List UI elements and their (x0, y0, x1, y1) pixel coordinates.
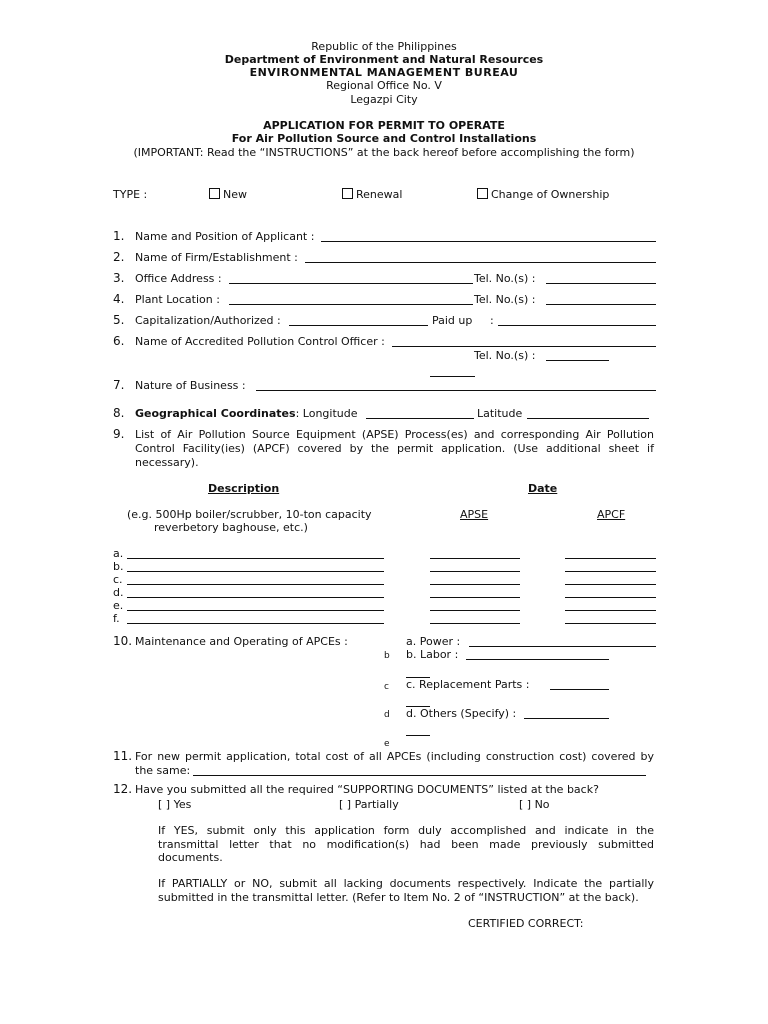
equipment-row-e-apse[interactable] (430, 610, 520, 611)
item-2-label: Name of Firm/Establishment : (135, 251, 298, 264)
office-tel-label: Tel. No.(s) : (474, 272, 536, 285)
geo-coordinates-label: Geographical Coordinates (135, 407, 296, 420)
capitalization-authorized-field[interactable] (289, 325, 428, 326)
equipment-row-b-apse[interactable] (430, 571, 520, 572)
item-7-label: Nature of Business : (135, 379, 246, 392)
item-12-number: 12. (113, 782, 133, 796)
item-6-number: 6. (113, 334, 125, 348)
new-checkbox[interactable] (209, 188, 220, 199)
equipment-row-c-label: c. (113, 573, 123, 586)
paid-up-field[interactable] (498, 325, 656, 326)
office-address-field[interactable] (229, 283, 473, 284)
plant-tel-label: Tel. No.(s) : (474, 293, 536, 306)
nature-of-business-field[interactable] (256, 390, 656, 391)
header-bureau: ENVIRONMENTAL MANAGEMENT BUREAU (249, 66, 519, 79)
others-extra-field[interactable] (406, 735, 430, 736)
item-5-number: 5. (113, 313, 125, 327)
form-important-note: (IMPORTANT: Read the “INSTRUCTIONS” at the back hereof before accomplishing the form) (133, 146, 635, 159)
office-tel-field[interactable] (546, 283, 656, 284)
latitude-field[interactable] (527, 418, 649, 419)
no-option[interactable]: [ ] No (519, 798, 550, 811)
equipment-row-a-apcf[interactable] (565, 558, 656, 559)
apcf-header: APCF (597, 508, 626, 521)
header-country: Republic of the Philippines (311, 40, 457, 53)
change-ownership-checkbox[interactable] (477, 188, 488, 199)
item-8-number: 8. (113, 406, 125, 420)
item-9-line-3: necessary). (135, 456, 199, 469)
yes-option[interactable]: [ ] Yes (158, 798, 192, 811)
item-12-question: Have you submitted all the required “SUPPORTING DOCUMENTS” listed at the back? (135, 783, 599, 796)
equipment-row-b-apcf[interactable] (565, 571, 656, 572)
item-3-label: Office Address : (135, 272, 222, 285)
type-renewal-label: Renewal (356, 188, 403, 201)
type-new-label: New (223, 188, 247, 201)
equipment-row-e-description[interactable] (127, 610, 384, 611)
plant-location-field[interactable] (229, 304, 473, 305)
equipment-row-f-apse[interactable] (430, 623, 520, 624)
equipment-row-e-apcf[interactable] (565, 610, 656, 611)
type-change-label: Change of Ownership (491, 188, 610, 201)
labor-field[interactable] (466, 659, 609, 660)
applicant-name-field[interactable] (321, 241, 656, 242)
type-change-option[interactable] (477, 188, 609, 201)
officer-tel-field[interactable] (546, 360, 609, 361)
equipment-row-f-description[interactable] (127, 623, 384, 624)
type-new-option[interactable] (209, 188, 247, 201)
example-line-1: (e.g. 500Hp boiler/scrubber, 10-ton capacity (127, 508, 372, 521)
officer-tel-label: Tel. No.(s) : (474, 349, 536, 362)
item-7-number: 7. (113, 378, 125, 392)
item-2-number: 2. (113, 250, 125, 264)
certified-correct-label: CERTIFIED CORRECT: (468, 917, 584, 930)
item-9-line-1: List of Air Pollution Source Equipment (APSE) Process(es) and corresponding Air Pollution (135, 428, 654, 441)
renewal-checkbox[interactable] (342, 188, 353, 199)
firm-name-field[interactable] (305, 262, 656, 263)
paid-up-label: Paid up (432, 314, 473, 327)
item-6-label: Name of Accredited Pollution Control Officer : (135, 335, 385, 348)
header-department: Department of Environment and Natural Resources (224, 53, 544, 66)
item-4-label: Plant Location : (135, 293, 220, 306)
equipment-row-b-description[interactable] (127, 571, 384, 572)
header-city: Legazpi City (350, 93, 418, 106)
item-9-number: 9. (113, 427, 125, 441)
item-11-line-1: For new permit application, total cost of all APCEs (including construction cost) covered by (135, 750, 654, 763)
item-3-number: 3. (113, 271, 125, 285)
labor-label: b. Labor : (406, 648, 459, 661)
equipment-row-d-apse[interactable] (430, 597, 520, 598)
equipment-row-b-label: b. (113, 560, 124, 573)
date-header: Date (528, 482, 558, 495)
latitude-label: Latitude (477, 407, 523, 420)
item-9-line-2: Control Facility(ies) (APCF) covered by the permit application. (Use additional sheet if (135, 442, 654, 455)
replacement-parts-label: c. Replacement Parts : (406, 678, 530, 691)
form-title: APPLICATION FOR PERMIT TO OPERATE (263, 119, 505, 132)
equipment-row-e-label: e. (113, 599, 124, 612)
marker-b: b (384, 651, 390, 661)
if-yes-instruction: If YES, submit only this application form duly accomplished and indicate in the transmittal letter that no modification(s) had been made previously submitted documents. (158, 824, 654, 864)
equipment-row-a-description[interactable] (127, 558, 384, 559)
form-subtitle: For Air Pollution Source and Control Installations (231, 132, 537, 145)
plant-tel-field[interactable] (546, 304, 656, 305)
example-line-2: reverbetory baghouse, etc.) (154, 521, 308, 534)
equipment-row-d-apcf[interactable] (565, 597, 656, 598)
partially-option[interactable]: [ ] Partially (339, 798, 399, 811)
apse-header: APSE (460, 508, 489, 521)
equipment-row-c-description[interactable] (127, 584, 384, 585)
header-office: Regional Office No. V (326, 79, 442, 92)
item-4-number: 4. (113, 292, 125, 306)
replacement-parts-field[interactable] (550, 689, 609, 690)
item-10-number: 10. (113, 634, 133, 648)
power-field[interactable] (469, 646, 656, 647)
paid-up-colon: : (490, 314, 494, 327)
item-1-label: Name and Position of Applicant : (135, 230, 315, 243)
equipment-row-d-label: d. (113, 586, 124, 599)
item-11-line-2: the same: (135, 764, 191, 777)
total-cost-field[interactable] (193, 775, 646, 776)
power-label: a. Power : (406, 635, 461, 648)
type-renewal-option[interactable] (342, 188, 402, 201)
item-10-label: Maintenance and Operating of APCEs : (135, 635, 348, 648)
marker-c: c (384, 682, 389, 692)
marker-e: e (384, 739, 390, 749)
item-11-number: 11. (113, 749, 133, 763)
others-field[interactable] (524, 718, 609, 719)
others-label: d. Others (Specify) : (406, 707, 517, 720)
pollution-officer-field[interactable] (392, 346, 656, 347)
marker-d: d (384, 710, 390, 720)
equipment-row-c-apse[interactable] (430, 584, 520, 585)
equipment-row-d-description[interactable] (127, 597, 384, 598)
if-partial-instruction: If PARTIALLY or NO, submit all lacking documents respectively. Indicate the partially submitted in the transmittal letter. (Refer to Item No. 2 of “INSTRUCTION” at the back). (158, 877, 654, 904)
description-header: Description (208, 482, 280, 495)
equipment-row-c-apcf[interactable] (565, 584, 656, 585)
type-label: TYPE : (113, 188, 148, 201)
longitude-label: : Longitude (295, 407, 358, 420)
equipment-row-a-label: a. (113, 547, 124, 560)
equipment-row-f-label: f. (113, 612, 120, 625)
item-1-number: 1. (113, 229, 125, 243)
officer-tel-extra-field[interactable] (430, 376, 475, 377)
equipment-row-a-apse[interactable] (430, 558, 520, 559)
equipment-row-f-apcf[interactable] (565, 623, 656, 624)
longitude-field[interactable] (366, 418, 474, 419)
item-8-label (135, 407, 358, 420)
item-5-label: Capitalization/Authorized : (135, 314, 281, 327)
